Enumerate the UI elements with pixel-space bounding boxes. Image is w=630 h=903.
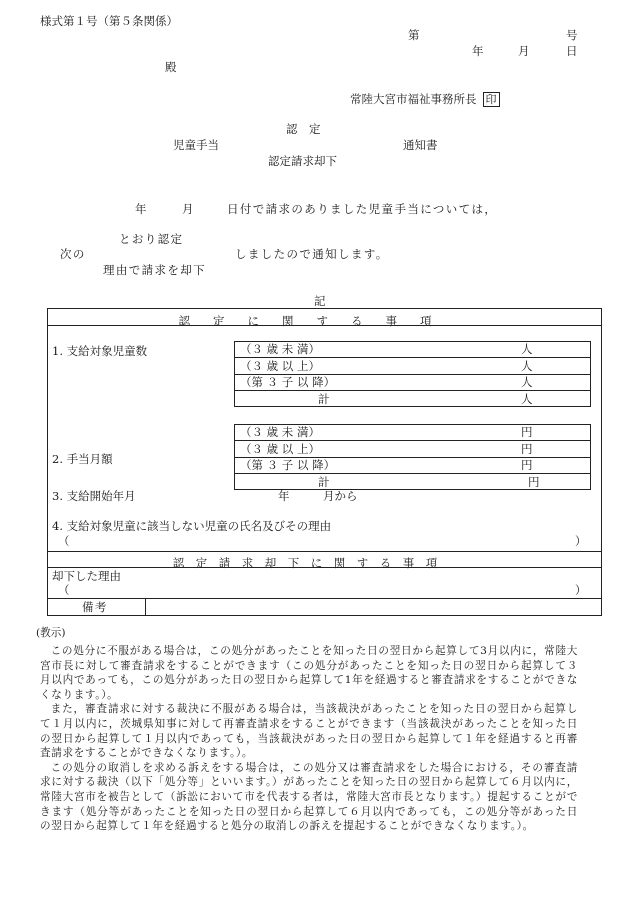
number-suffix: 号 [566, 28, 578, 42]
notice-paragraph: また，審査請求に対する裁決に不服がある場合は，当該裁決があったことを知った日の翌日から起算して１月以内に，茨城県知事に対して再審査請求をすることができます（当該裁決があったことを知った日の翌日から起算して１月以内であっても，当該裁決があった日の翌日から起算して１年を経過すると再審査請求をすることができなくなります。）。 [40, 703, 578, 760]
children-row-label: （第 ３ 子 以 降） [240, 375, 336, 389]
paren-close: ） [575, 534, 587, 548]
paren-open: （ [58, 534, 70, 548]
divider [47, 598, 602, 599]
children-row-label: 計 [318, 392, 330, 406]
children-row-unit: 人 [521, 342, 533, 356]
divider [47, 567, 602, 568]
paren-close: ） [575, 583, 587, 597]
ki-mark: 記 [314, 294, 326, 308]
amount-row-unit: 円 [521, 458, 533, 472]
notice-paragraph: この処分に不服がある場合は，この処分があったことを知った日の翌日から起算して3月以内に，常陸大宮市長に対して審査請求をすることができます（この処分があったことを知った日の翌日から起算して３月以内であっても，この処分があった日の翌日から起算して1年を経過すると審査請求をすることができなくなります。）。 [40, 645, 578, 701]
children-row-label: （３ 歳 未 満） [240, 342, 320, 356]
divider [234, 473, 591, 474]
date-month: 月 [518, 44, 530, 58]
intro-month: 月 [182, 202, 195, 216]
intro-year: 年 [135, 202, 148, 216]
intro-option-approve: とおり認定 [119, 232, 184, 246]
date-year: 年 [472, 44, 484, 58]
rejection-reason-label: 却下した理由 [52, 569, 121, 583]
approval-section-header: 認 定 に 関 す る 事 項 [178, 314, 432, 328]
form-number: 様式第１号（第５条関係） [40, 14, 178, 28]
amount-row-unit: 円 [521, 442, 533, 456]
number-prefix: 第 [408, 28, 420, 42]
notice-heading: (教示) [36, 627, 66, 639]
notice-body [40, 644, 578, 834]
divider [234, 390, 591, 391]
amount-row-unit: 円 [521, 425, 533, 439]
amount-row-label: （３ 歳 未 満） [240, 425, 320, 439]
amount-row-unit: 円 [528, 475, 540, 489]
item3-label: 3. 支給開始年月 [52, 489, 136, 503]
divider [145, 598, 146, 616]
notice-paragraph: この処分の取消しを求める訴えをする場合は，この処分又は審査請求をした場合における，その審査請求に対する裁決（以下「処分等」といいます。）があったことを知った日の翌日から起算して６月以内に，常陸大宮市を被告として（訴訟において市を代表する者は，常陸大宮市長となります。）提起することができます（処分等があったことを知った日の翌日から起算して６月以内であっても，この処分等があった日の翌日から起算して１年を経過すると処分の取消しの訴えを提起することができなくなります。）。 [40, 761, 578, 833]
date-day: 日 [566, 44, 578, 58]
title-top: 認 定 [286, 122, 321, 136]
item1-label: 1. 支給対象児童数 [52, 344, 148, 358]
divider [234, 357, 591, 358]
amount-row-label: （第 ３ 子 以 降） [240, 458, 336, 472]
paren-open: （ [58, 583, 70, 597]
item3-year: 年 [278, 489, 290, 503]
issuer [350, 92, 500, 107]
divider [47, 551, 602, 552]
divider [234, 440, 591, 441]
remarks-label: 備考 [82, 600, 108, 614]
title-bottom: 認定請求却下 [268, 154, 337, 168]
children-row-label: （３ 歳 以 上） [240, 359, 320, 373]
title-right: 通知書 [403, 138, 438, 152]
addressee-suffix: 殿 [165, 60, 177, 74]
title-left: 児童手当 [173, 138, 219, 152]
children-row-unit: 人 [521, 392, 533, 406]
rejection-section-header: 認 定 請 求 却 下 に 関 す る 事 項 [172, 556, 438, 570]
item2-label: 2. 手当月額 [52, 452, 113, 466]
children-row-unit: 人 [521, 359, 533, 373]
item4-label: 4. 支給対象児童に該当しない児童の氏名及びその理由 [52, 519, 332, 533]
intro-option-reject: 理由で請求を却下 [103, 263, 207, 277]
intro-text: 日付で請求のありました児童手当については， [227, 202, 498, 216]
amount-row-label: 計 [318, 475, 330, 489]
intro-next: 次の [60, 247, 86, 261]
children-row-unit: 人 [521, 375, 533, 389]
seal-mark: 印 [483, 92, 500, 107]
issuer-name: 常陸大宮市福祉事務所長 [350, 92, 477, 106]
item3-month: 月から [323, 489, 358, 503]
divider [47, 325, 602, 326]
intro-ending: しましたので通知します。 [235, 247, 389, 261]
amount-row-label: （３ 歳 以 上） [240, 442, 320, 456]
